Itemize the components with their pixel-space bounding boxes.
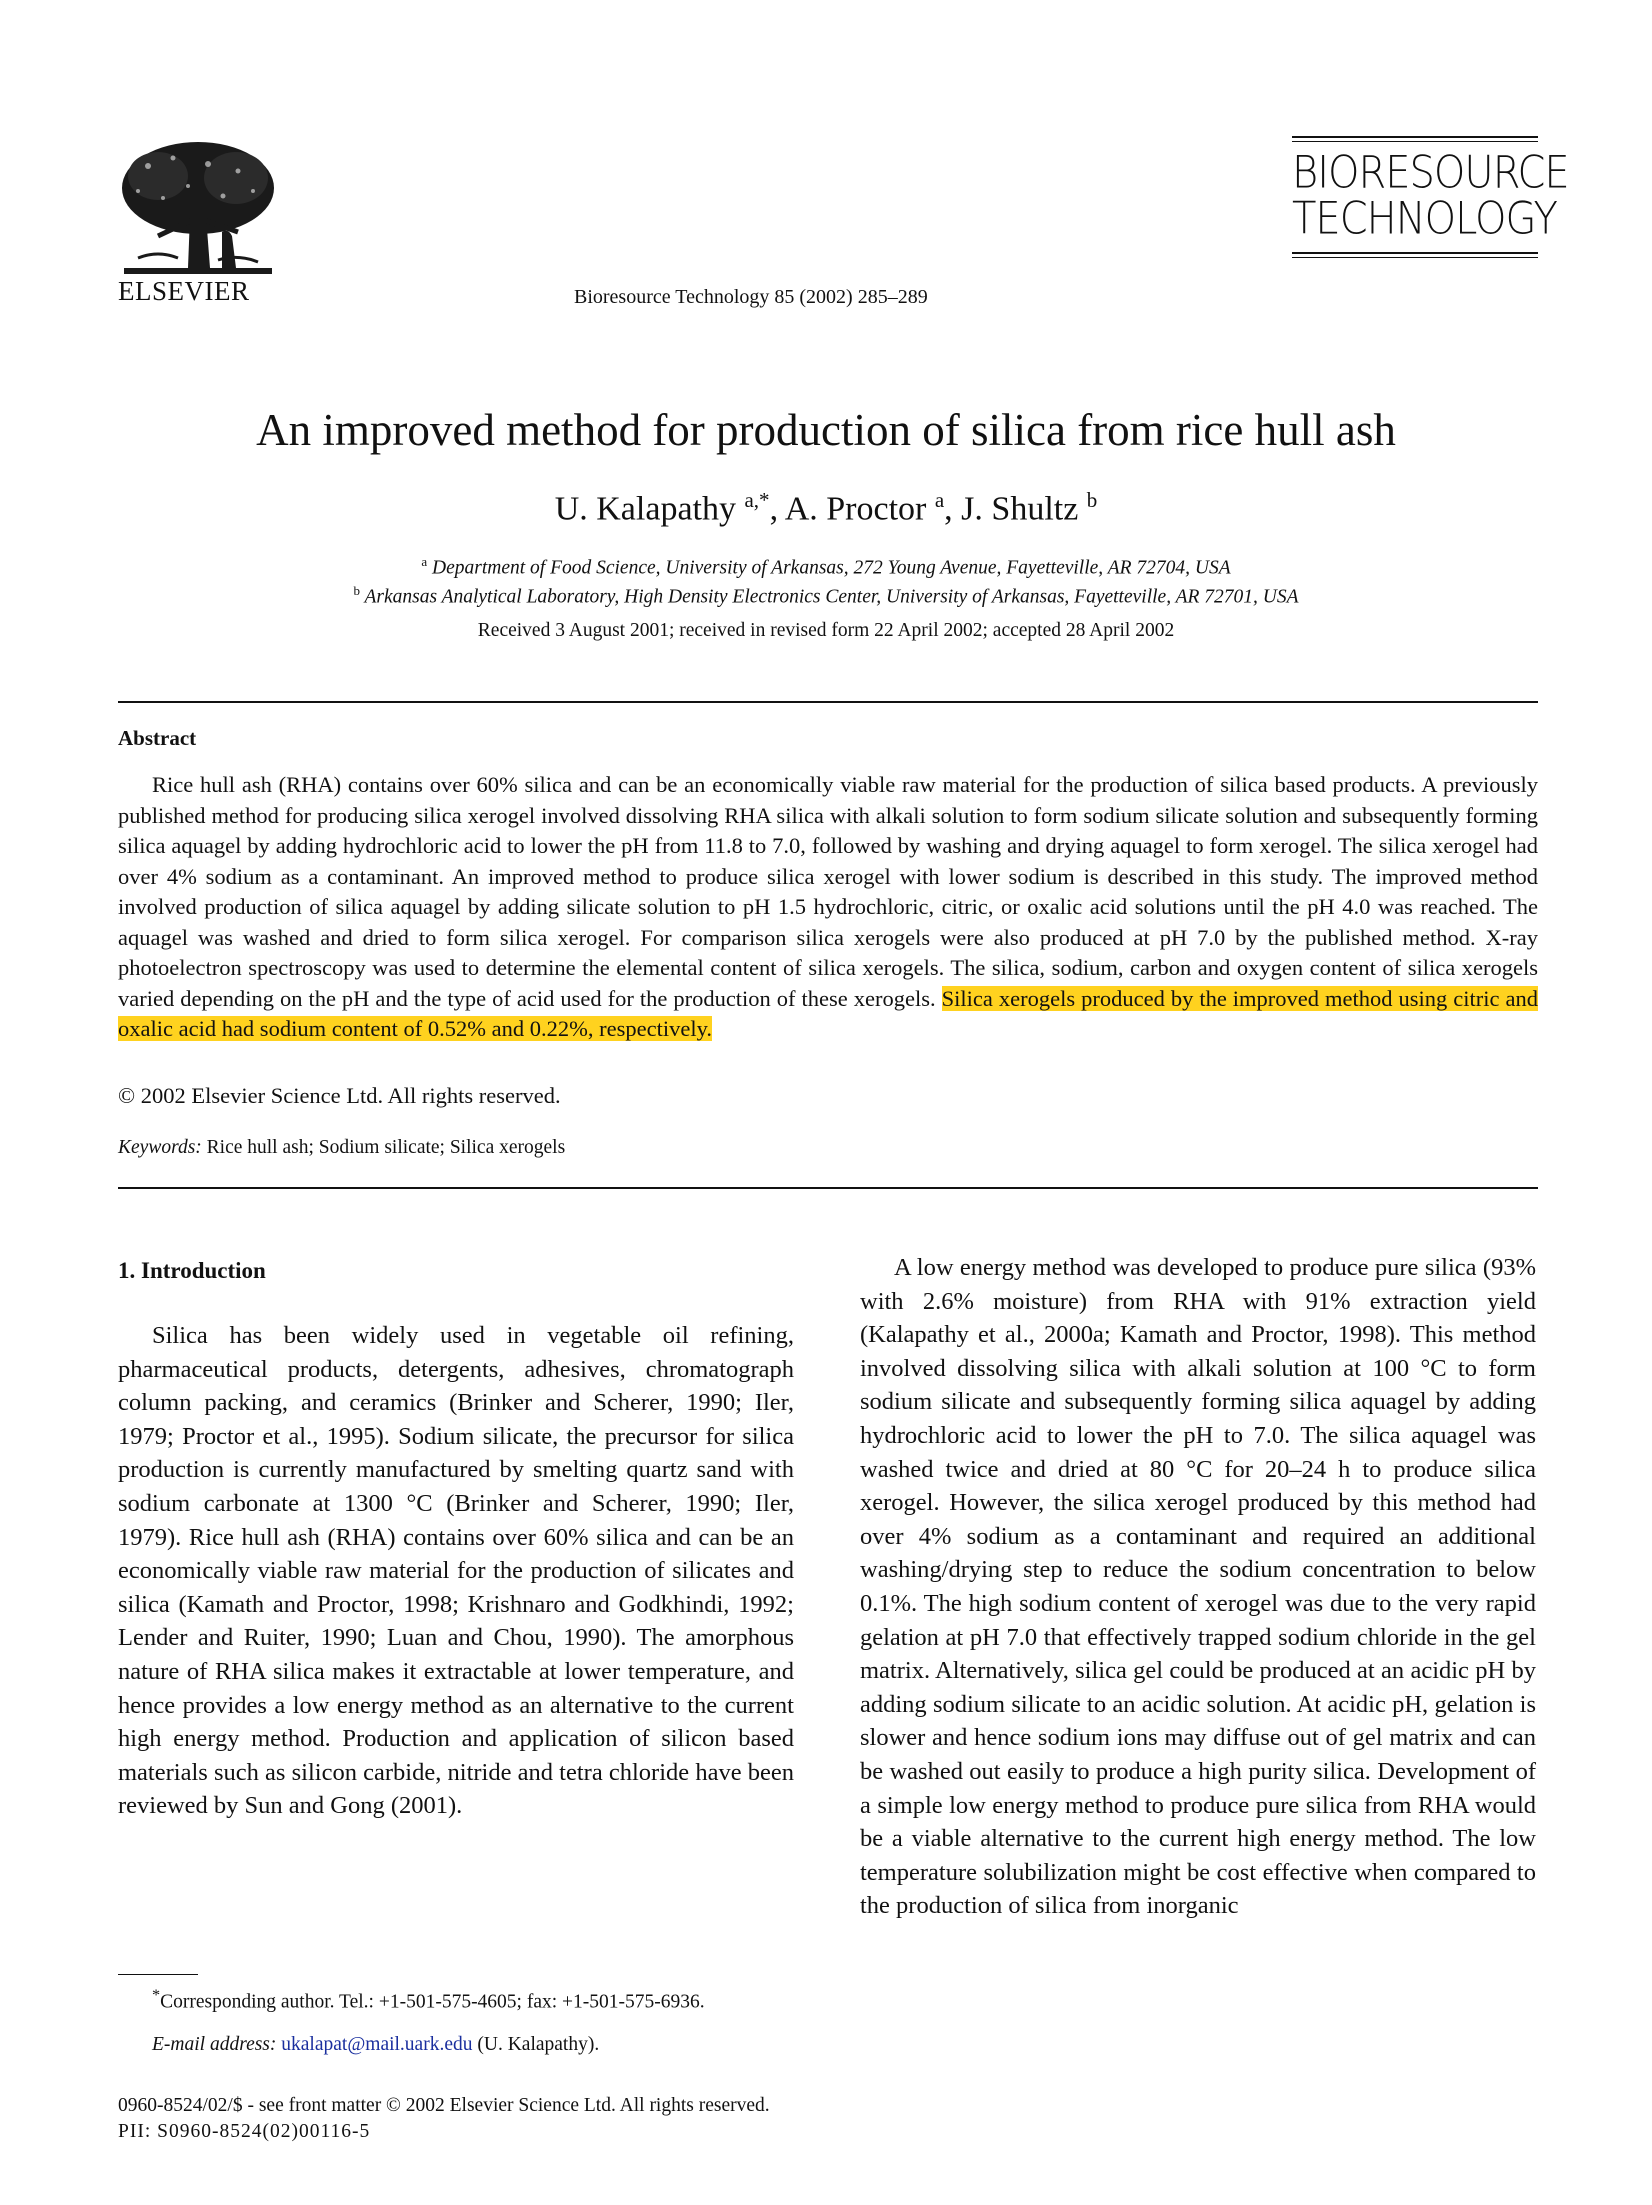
author-affil-mark: a	[934, 488, 945, 512]
received-dates: Received 3 August 2001; received in revised form 22 April 2002; accepted 28 April 2002	[477, 620, 1175, 641]
abstract-text	[118, 770, 1538, 1045]
affiliation	[0, 554, 1652, 580]
footnote-star: *	[152, 1986, 161, 2004]
abstract-body: Rice hull ash (RHA) contains over 60% silica and can be an economically viable raw material for the production of silica based products. A previously published method for producing silica xerogel involved dissolving RHA silica with alkali solution to form sodium silicate solution and subsequently forming silica aquagel by adding hydrochloric acid to lower the pH from 11.8 to 7.0, followed by washing and drying aquagel to form xerogel. The silica xerogel had over 4% sodium as a contaminant. An improved method to produce silica xerogel with lower sodium is described in this study. The improved method involved production of silica aquagel by adding silicate solution to pH 1.5 hydrochloric, citric, or oxalic acid solutions until the pH 4.0 was reached. The aquagel was washed and dried to form silica xerogel. For comparison silica xerogels were also produced at pH 7.0 by the published method. X-ray photoelectron spectroscopy was used to determine the elemental content of silica xerogels. The silica, sodium, carbon and oxygen content of silica xerogels varied depending on the pH and the type of acid used for the production of these xerogels.	[118, 772, 1538, 1011]
email-label: E-mail address:	[152, 2034, 277, 2055]
abstract-heading: Abstract	[118, 726, 197, 750]
brand-rule-top	[1292, 136, 1538, 142]
author-name: A. Proctor	[784, 490, 927, 528]
corresponding-author-note	[118, 1982, 794, 2016]
publisher-name: ELSEVIER	[118, 276, 250, 306]
left-column-paragraph: Silica has been widely used in vegetable oil refining, pharmaceutical products, detergents, adhesives, chromatograph column packing, and ceramics (Brinker and Scherer, 1990; Iler, 1979; Proctor et al., 1995). Sodium silicate, the precursor for silica production is currently manufactured by smelting quartz sand with sodium carbonate at 1300 °C (Brinker and Scherer, 1990; Iler, 1979). Rice hull ash (RHA) contains over 60% silica and can be an economically viable raw material for the production of silicates and silica (Kamath and Proctor, 1998; Krishnaro and Godkhindi, 1992; Lender and Ruiter, 1990; Luan and Chou, 1990). The amorphous nature of RHA silica makes it extractable at lower temperature, and hence provides a low energy method as an alternative to the current high energy method. Production and application of silicon based materials such as silicon carbide, nitride and tetra chloride have been reviewed by Sun and Gong (2001).	[118, 1322, 794, 1820]
author-affil-mark: b	[1086, 488, 1098, 512]
divider-top	[118, 701, 1538, 703]
author-list: U. Kalapathy $^{a,*}$, A. Proctor $^a$, J. Shultz $^b$	[554, 488, 1098, 528]
section-heading: 1. Introduction	[118, 1258, 266, 1283]
keywords-label: Keywords:	[118, 1137, 202, 1158]
keywords-list: Rice hull ash; Sodium silicate; Silica xerogels	[206, 1137, 566, 1158]
journal-brand-logo	[1292, 136, 1569, 258]
divider-bottom	[118, 1187, 1538, 1189]
brand-rule-bottom	[1292, 252, 1538, 258]
pii: PII: S0960-8524(02)00116-5	[118, 2121, 371, 2142]
footnote-rule	[118, 1974, 198, 1975]
abstract-highlighted-sentence: Silica xerogels produced by the improved method using citric and oxalic acid had sodium content of 0.52% and 0.22%, respectively.	[118, 985, 1538, 1041]
email-owner: (U. Kalapathy).	[477, 2034, 600, 2055]
footnote-text: Corresponding author. Tel.: +1-501-575-4605; fax: +1-501-575-6936.	[160, 1991, 705, 2013]
brand-word-2: TECHNOLOGY	[1292, 193, 1557, 245]
author-affil-mark: a,*	[744, 488, 770, 512]
author-name: J. Shultz	[961, 490, 1079, 528]
affiliation-text: Arkansas Analytical Laboratory, High Density Electronics Center, University of Arkansas, Fayetteville, AR 72701, USA	[364, 586, 1299, 608]
affiliation	[0, 583, 1652, 609]
abstract-copyright: © 2002 Elsevier Science Ltd. All rights reserved.	[118, 1083, 561, 1108]
email-link[interactable]: ukalapat@mail.uark.edu	[281, 2034, 473, 2055]
article-title: An improved method for production of silica from rice hull ash	[256, 405, 1396, 455]
front-matter: 0960-8524/02/$ - see front matter © 2002 Elsevier Science Ltd. All rights reserved.	[118, 2095, 770, 2116]
elsevier-tree-logo	[118, 136, 278, 284]
keywords	[118, 1137, 565, 1159]
affiliation-text: Department of Food Science, University of Arkansas, 272 Young Avenue, Fayetteville, AR 72704, USA	[432, 557, 1231, 579]
right-column-paragraph: A low energy method was developed to produce pure silica (93% with 2.6% moisture) from RHA with 91% extraction yield (Kalapathy et al., 2000a; Kamath and Proctor, 1998). This method involved dissolving silica with alkali solution at 100 °C to form sodium silicate and subsequently forming silica aquagel by adding hydrochloric acid to lower the pH to 7.0. The silica aquagel was washed twice and dried at 80 °C for 20–24 h to produce silica xerogel. However, the silica xerogel produced by this method had over 4% sodium as a contaminant and required an additional washing/drying step to reduce the sodium concentration to below 0.1%. The high sodium content of xerogel was due to the very rapid gelation at pH 7.0 that effectively trapped sodium chloride in the gel matrix. Alternatively, silica gel could be produced at an acidic pH by adding sodium silicate to an acidic solution. At acidic pH, gelation is slower and hence sodium ions may diffuse out of gel matrix and can be washed out easily to produce a high purity silica. Development of a simple low energy method to produce pure silica from RHA would be a viable alternative to the current high energy method. The low temperature solubilization might be cost effective when compared to the production of silica from inorganic	[860, 1254, 1536, 1920]
author-name: U. Kalapathy	[554, 490, 736, 528]
affiliation-mark: a	[421, 554, 428, 569]
brand-word-1: BIORESOURCE	[1292, 147, 1569, 199]
email-note	[152, 2034, 599, 2056]
journal-reference: Bioresource Technology 85 (2002) 285–289	[574, 286, 928, 308]
affiliation-mark: b	[353, 583, 360, 598]
